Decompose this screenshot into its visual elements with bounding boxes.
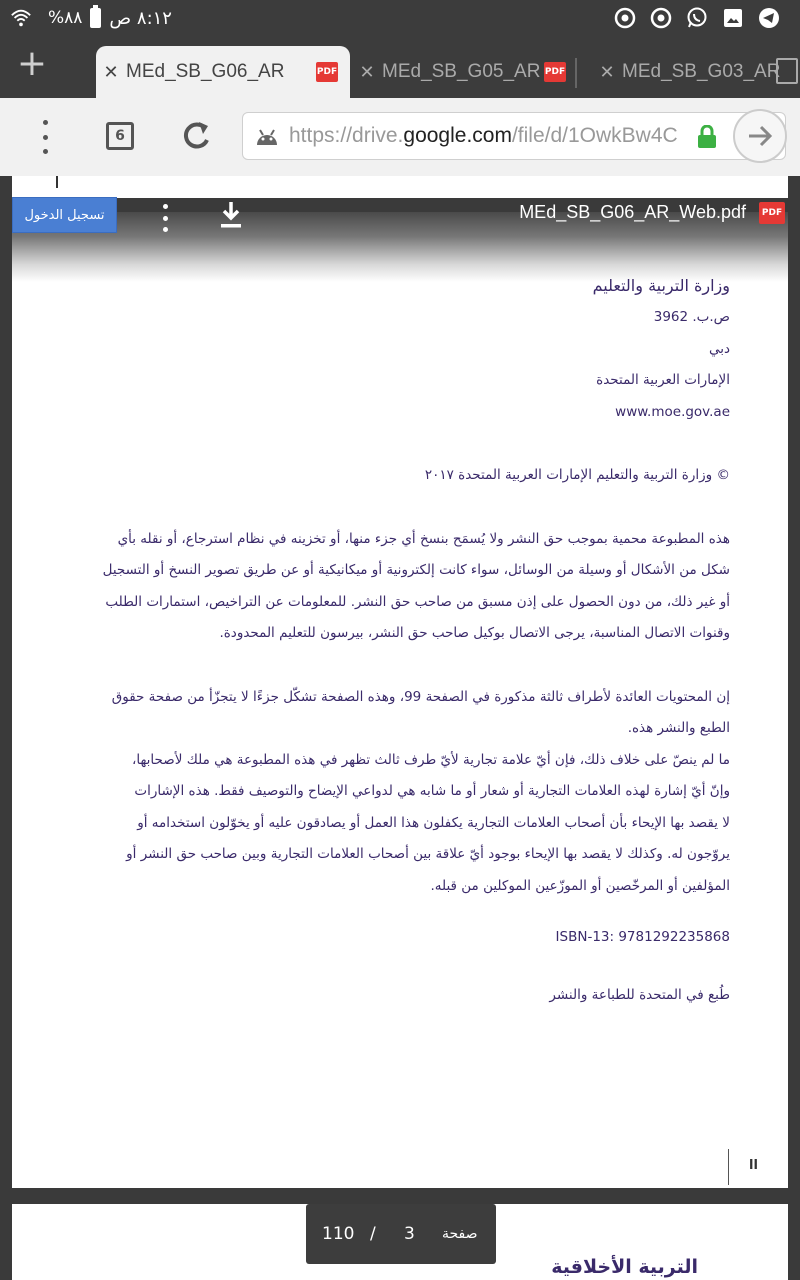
gallery-icon: [722, 7, 744, 29]
browser-toolbar: [0, 98, 800, 176]
lock-icon: [697, 125, 717, 149]
clock: ٨:١٢ ص: [109, 7, 172, 29]
paragraph-line: شكل من الأشكال أو وسيلة من الوسائل، سواء كانت إلكترونية أو ميكانيكية أو عن طريق تصوير النسخ أو التسجيل: [102, 562, 730, 578]
page-indicator: [306, 1204, 496, 1264]
paragraph-line: هذه المطبوعة محمية بموجب حق النشر ولا يُسمَح بنسخ أي جزء منها، أو تخزينه في نظام استرجاع، أو نقله بأي: [117, 530, 730, 547]
tab-switcher-button[interactable]: 6: [106, 122, 134, 150]
paragraph-line: لا يقصد بها الإيحاء بأن أصحاب العلامات التجارية يكفلون هذا العمل أو يصادقون عليه أو يخوّلون استخدامه أو: [137, 814, 730, 831]
telegram-icon: [758, 7, 780, 29]
paragraph-line: وإنّ أيّ إشارة لهذه العلامات التجارية أو شعار أو ما شابه هي لدواعي الإيضاح والتوصيف فقط. هذه الإشارات: [134, 783, 730, 799]
chrome-icon: [650, 7, 672, 29]
pause-icon: ll: [749, 1158, 758, 1173]
paragraph-line: المؤلفين أو المرخّصين أو الموزّعين الموكلين من قبله.: [430, 877, 730, 894]
page-current: 3: [404, 1224, 415, 1244]
tab-title: MEd_SB_G05_AR: [382, 61, 541, 82]
chrome-icon: [614, 7, 636, 29]
previous-page: [12, 176, 788, 198]
sign-in-button[interactable]: تسجيل الدخول: [12, 197, 117, 233]
file-name: MEd_SB_G06_AR_Web.pdf: [519, 202, 746, 222]
ministry-name: وزارة التربية والتعليم: [592, 276, 730, 295]
pdf-icon: PDF: [544, 62, 566, 82]
download-icon[interactable]: [218, 200, 244, 230]
status-bar: [0, 0, 800, 36]
pdf-page: [12, 202, 788, 1188]
tab-active[interactable]: [96, 46, 350, 98]
tab-stack-icon[interactable]: [776, 58, 798, 84]
paragraph-line: إن المحتويات العائدة لأطراف ثالثة مذكورة في الصفحة 99، وهذه الصفحة تشكّل جزءًا لا يتجزّأ من صفحة حقوق: [111, 688, 730, 705]
page-edge-mark: [728, 1149, 729, 1185]
pdf-icon: PDF: [316, 62, 338, 82]
trademark-paragraph: [70, 682, 730, 903]
page-label: صفحة: [442, 1226, 478, 1242]
status-bar-left: [10, 0, 172, 36]
tab-inactive[interactable]: [592, 46, 800, 98]
paragraph-line: ما لم ينصّ على خلاف ذلك، فإن أيّ علامة تجارية لأيّ طرف ثالث تظهر في هذه المطبوعة هي ملك لأصحابها،: [131, 751, 730, 768]
next-page-title: التربية الأخلاقية: [551, 1256, 698, 1278]
reload-icon[interactable]: [178, 116, 214, 156]
isbn: ISBN-13: 9781292235868: [555, 929, 730, 945]
url-text[interactable]: https://drive.google.com/file/d/1OwkBw4C: [289, 124, 678, 147]
paragraph-line: أو غير ذلك، من دون الحصول على إذن مسبق من صاحب حق النشر. للمعلومات عن التراخيص، استمارات الطلب: [105, 593, 730, 610]
close-tab-icon[interactable]: ✕: [359, 61, 375, 83]
copyright: © وزارة التربية والتعليم الإمارات العربية المتحدة ٢٠١٧: [424, 467, 730, 483]
tab-strip: [0, 36, 800, 98]
url-domain: google.com: [403, 124, 512, 147]
address-bar[interactable]: [242, 112, 786, 160]
tab-title: MEd_SB_G06_AR: [126, 61, 285, 82]
close-tab-icon[interactable]: ✕: [599, 61, 615, 83]
document-content: [70, 270, 730, 1011]
new-tab-button[interactable]: +: [16, 43, 48, 84]
website: www.moe.gov.ae: [615, 403, 730, 420]
country: الإمارات العربية المتحدة: [596, 372, 730, 388]
pdf-icon: PDF: [759, 202, 785, 224]
tab-inactive[interactable]: [352, 46, 578, 98]
po-box: ص.ب. 3962: [653, 309, 730, 325]
page-separator: /: [370, 1224, 376, 1244]
more-options-icon[interactable]: [160, 204, 170, 232]
tab-title: MEd_SB_G03_AR: [622, 61, 781, 82]
go-forward-button[interactable]: [733, 109, 787, 163]
paragraph-line: يروّجون له. وكذلك لا يقصد بها الإيحاء بوجود أيّ علاقة بين أصحاب العلامات التجارية وبين صاحب حق النشر أو: [126, 846, 730, 862]
close-tab-icon[interactable]: ✕: [103, 61, 119, 83]
status-bar-right: [614, 0, 780, 36]
pdf-viewer: [0, 176, 800, 1280]
paragraph-line: وقنوات الاتصال المناسبة، يرجى الاتصال بوكيل صاحب حق النشر، بيرسون للتعليم المحدودة.: [219, 625, 730, 641]
tab-separator: [575, 58, 577, 88]
wifi-icon: [10, 7, 32, 29]
android-icon: [255, 125, 279, 147]
page-total: 110: [322, 1224, 355, 1244]
city: دبي: [708, 340, 730, 357]
copyright-paragraph: [70, 524, 730, 650]
whatsapp-icon: [686, 7, 708, 29]
printer: طُبع في المتحدة للطباعة والنشر: [549, 986, 730, 1003]
paragraph-line: الطبع والنشر هذه.: [627, 720, 730, 736]
overflow-menu-icon[interactable]: [30, 120, 60, 154]
battery-level: ٨٨%: [48, 8, 83, 28]
battery-icon: [90, 8, 101, 28]
